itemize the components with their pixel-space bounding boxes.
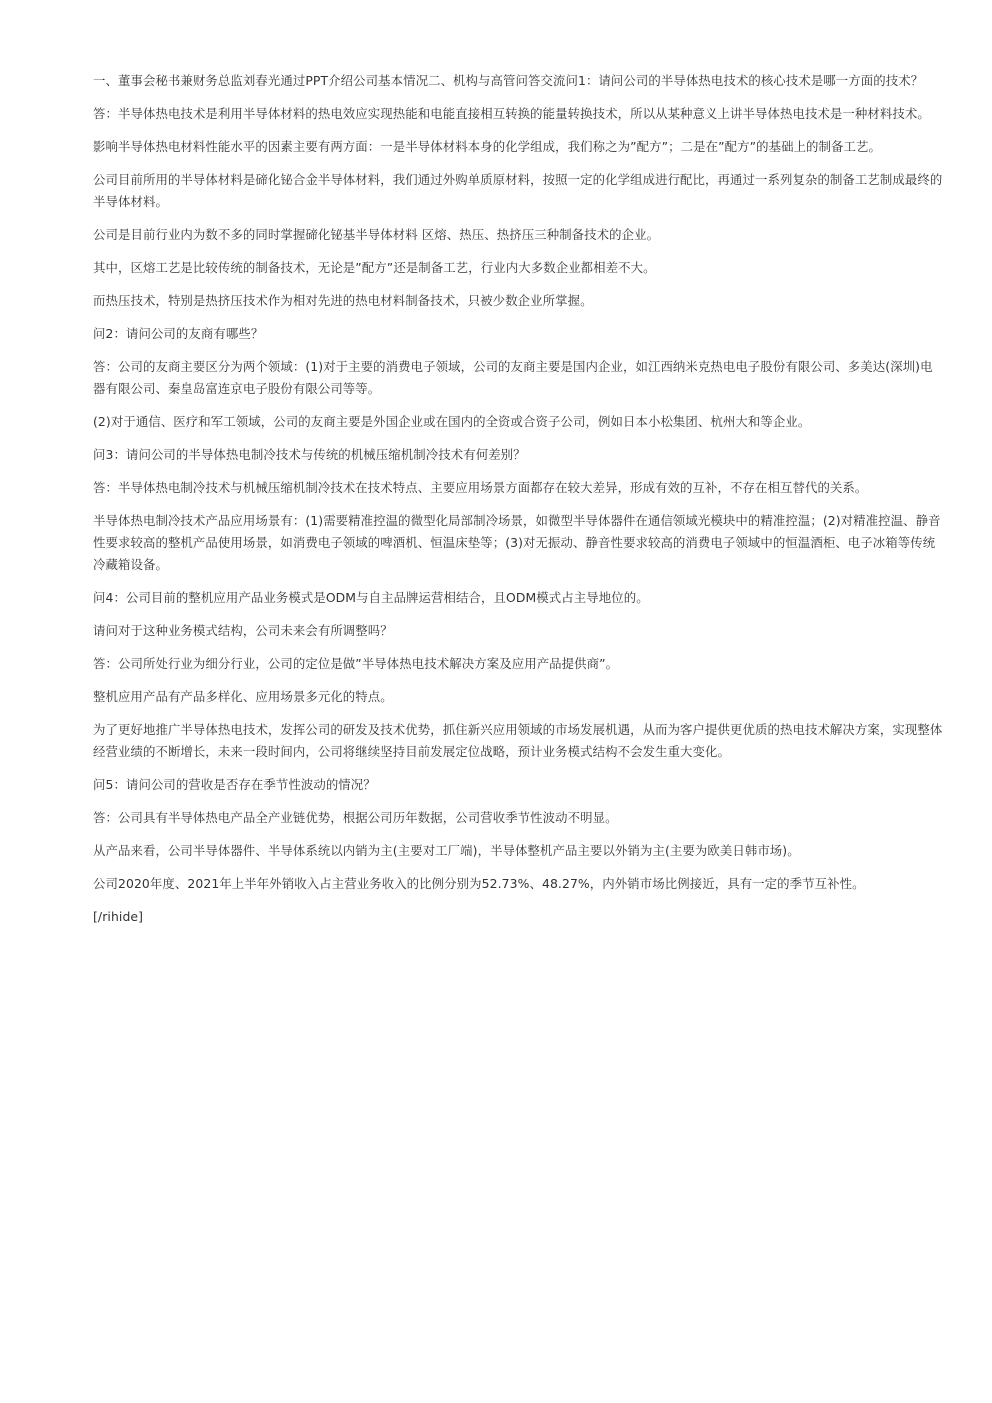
question-5: 问5：请问公司的营收是否存在季节性波动的情况？: [93, 777, 376, 792]
answer-5-paragraph: 公司2020年度、2021年上半年外销收入占主营业务收入的比例分别为52.73%、48.27%，内外销市场比例接近，具有一定的季节互补性。: [93, 876, 865, 891]
answer-2-paragraph: (2)对于通信、医疗和军工领域，公司的友商主要是外国企业或在国内的全资或合资子公司，例如日本小松集团、杭州大和等企业。: [93, 414, 811, 429]
answer-1-paragraph: 其中，区熔工艺是比较传统的制备技术，无论是”配方”还是制备工艺，行业内大多数企业都相差不大。: [93, 260, 656, 275]
answer-5-paragraph: 答：公司具有半导体热电产品全产业链优势，根据公司历年数据，公司营收季节性波动不明显。: [93, 810, 618, 825]
answer-1-paragraph: 公司目前所用的半导体材料是碲化铋合金半导体材料，我们通过外购单质原材料，按照一定的化学组成进行配比，再通过一系列复杂的制备工艺制成最终的半导体材料。: [93, 172, 943, 209]
answer-5-paragraph: 从产品来看，公司半导体器件、半导体系统以内销为主(主要对工厂端)，半导体整机产品主要以外销为主(主要为欧美日韩市场)。: [93, 843, 800, 858]
answer-1-paragraph: 影响半导体热电材料性能水平的因素主要有两方面：一是半导体材料本身的化学组成，我们称之为”配方”；二是在”配方”的基础上的制备工艺。: [93, 139, 882, 154]
answer-4-paragraph: 为了更好地推广半导体热电技术，发挥公司的研发及技术优势，抓住新兴应用领域的市场发展机遇，从而为客户提供更优质的热电技术解决方案，实现整体经营业绩的不断增长，未来一段时间内，公司将继续坚持目前发展定位战略，预计业务模式结构不会发生重大变化。: [93, 722, 943, 759]
answer-1-paragraph: 而热压技术，特别是热挤压技术作为相对先进的热电材料制备技术，只被少数企业所掌握。: [93, 293, 593, 308]
closing-tag-text: [/rihide]: [93, 909, 144, 924]
answer-1-paragraph: 答：半导体热电技术是利用半导体材料的热电效应实现热能和电能直接相互转换的能量转换技术，所以从某种意义上讲半导体热电技术是一种材料技术。: [93, 106, 930, 121]
question-4: 问4：公司目前的整机应用产品业务模式是ODM与自主品牌运营相结合，且ODM模式占主导地位的。: [93, 590, 649, 605]
answer-3-paragraph: 答：半导体热电制冷技术与机械压缩机制冷技术在技术特点、主要应用场景方面都存在较大差异，形成有效的互补，不存在相互替代的关系。: [93, 480, 868, 495]
question-4: 请问对于这种业务模式结构，公司未来会有所调整吗？: [93, 623, 393, 638]
answer-1-paragraph: 公司是目前行业内为数不多的同时掌握碲化铋基半导体材料 区熔、热压、热挤压三种制备技术的企业。: [93, 227, 660, 242]
question-2: 问2：请问公司的友商有哪些？: [93, 326, 264, 341]
answer-4-paragraph: 答：公司所处行业为细分行业，公司的定位是做”半导体热电技术解决方案及应用产品提供商”。: [93, 656, 619, 671]
question-3: 问3：请问公司的半导体热电制冷技术与传统的机械压缩机制冷技术有何差别？: [93, 447, 526, 462]
document-body: [93, 70, 945, 939]
answer-4-paragraph: 整机应用产品有产品多样化、应用场景多元化的特点。: [93, 689, 393, 704]
answer-2-paragraph: 答：公司的友商主要区分为两个领域：(1)对于主要的消费电子领域，公司的友商主要是国内企业，如江西纳米克热电电子股份有限公司、多美达(深圳)电器有限公司、秦皇岛富连京电子股份有限公司等等。: [93, 359, 933, 396]
intro-and-question-1: 一、董事会秘书兼财务总监刘春光通过PPT介绍公司基本情况二、机构与高管问答交流问1：请问公司的半导体热电技术的核心技术是哪一方面的技术？: [93, 73, 924, 88]
answer-3-paragraph: 半导体热电制冷技术产品应用场景有：(1)需要精准控温的微型化局部制冷场景，如微型半导体器件在通信领域光模块中的精准控温；(2)对精准控温、静音性要求较高的整机产品使用场景，如消费电子领域的啤酒机、恒温床垫等；(3)对无振动、静音性要求较高的消费电子领域中的恒温酒柜、电子冰箱等传统冷藏箱设备。: [93, 513, 941, 572]
